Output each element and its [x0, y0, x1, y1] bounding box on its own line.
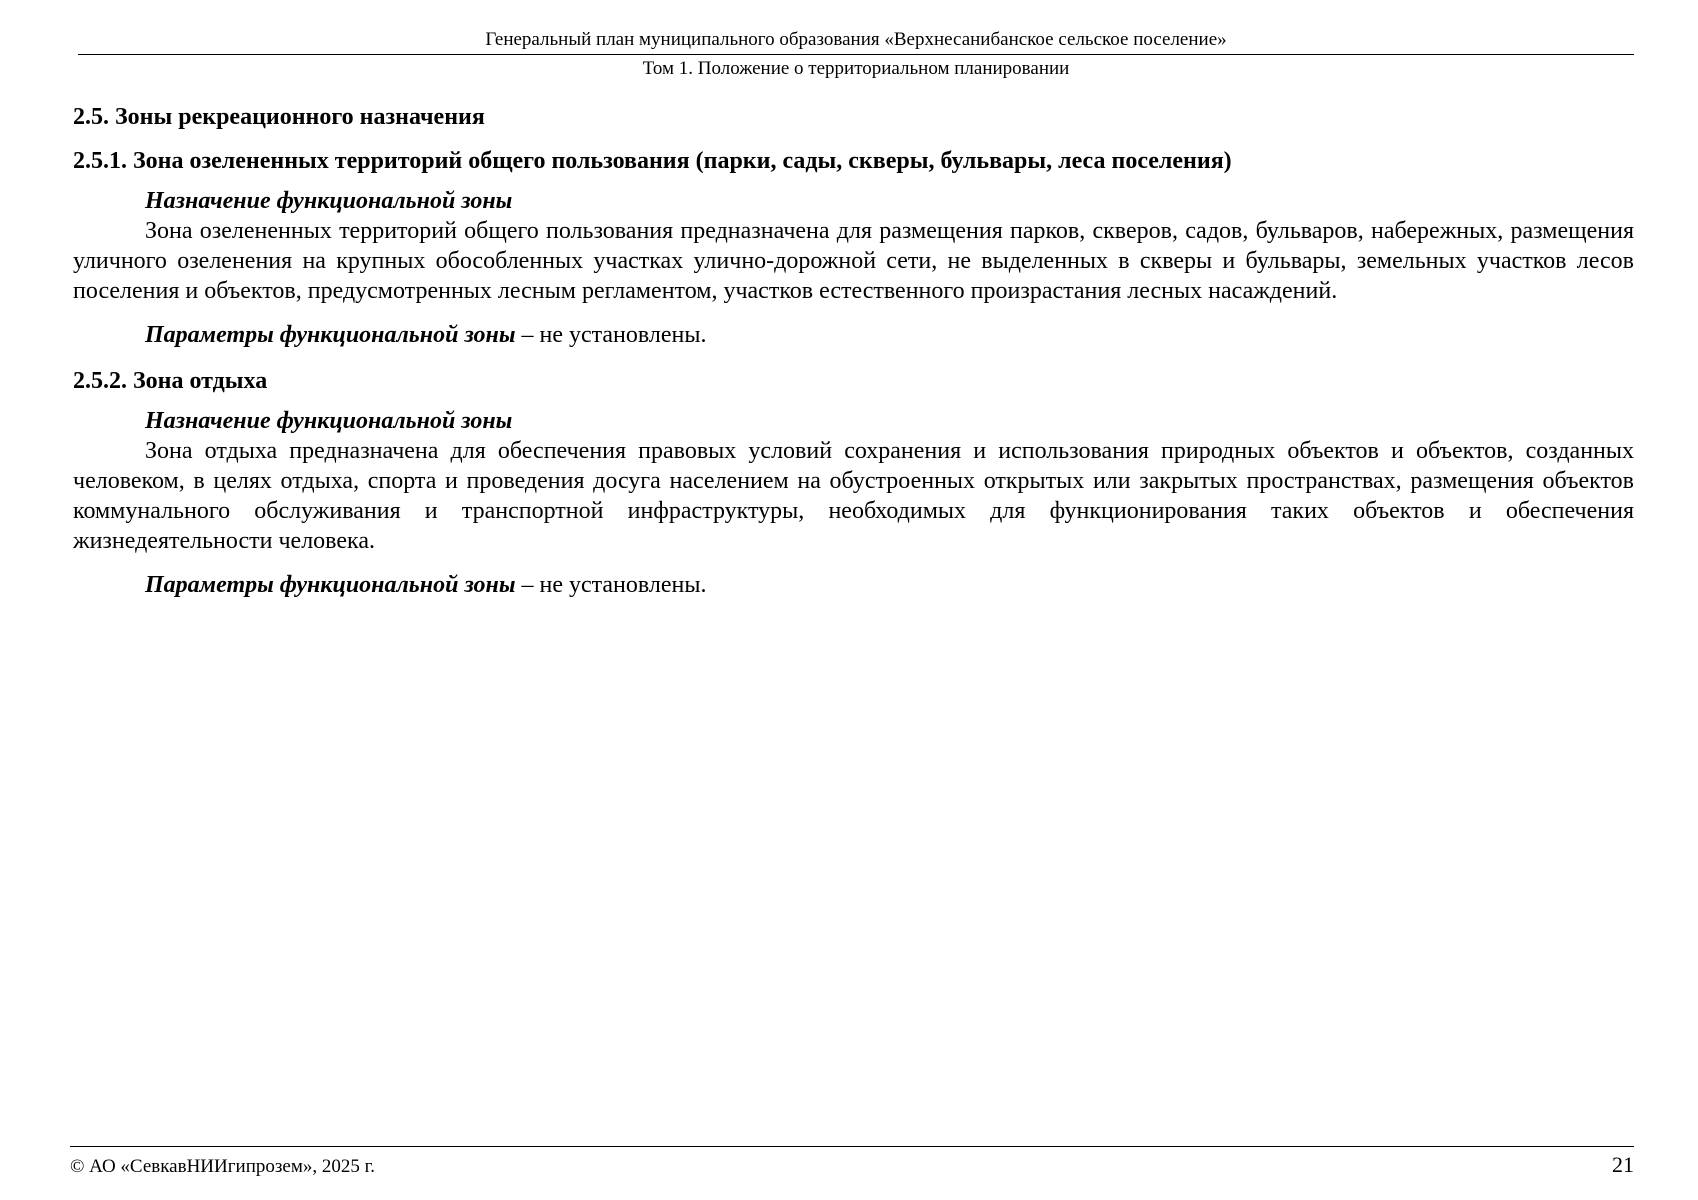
footer-row [70, 1153, 1634, 1179]
subsection-heading: 2.5.2. Зона отдыха [73, 368, 268, 394]
footer-divider [70, 1146, 1634, 1147]
page-footer [70, 1146, 1634, 1179]
purpose-label: Назначение функциональной зоны [145, 188, 513, 214]
parameters-value: – не установлены. [515, 322, 707, 348]
copyright-text: © АО «СевкавНИИгипрозем», 2025 г. [70, 1156, 375, 1177]
parameters-label: Параметры функциональной зоны [145, 572, 516, 598]
parameters-label: Параметры функциональной зоны [145, 322, 516, 348]
subsection-green-areas [73, 144, 1634, 350]
document-volume: Том 1. Положение о территориальном планировании [642, 58, 1070, 79]
parameters-value: – не установлены. [515, 572, 707, 598]
page-number: 21 [1612, 1152, 1634, 1177]
purpose-text: Зона озелененных территорий общего пользования предназначена для размещения парков, скверов, садов, бульваров, набережных, размещения уличного озеленения на крупных обособленных участках улично-дорожной сети, не выделенных в скверы и бульвары, земельных участков лесов поселения и объектов, предусмотренных лесным регламентом, участков естественного произрастания лесных насаждений. [73, 218, 1634, 304]
document-title: Генеральный план муниципального образования «Верхнесанибанское сельское поселение» [485, 29, 1227, 50]
section-heading: 2.5. Зоны рекреационного назначения [73, 104, 485, 130]
subsection-heading: 2.5.1. Зона озелененных территорий общего пользования (парки, сады, скверы, бульвары, леса поселения) [73, 148, 1232, 174]
parameters-line [73, 320, 1634, 350]
purpose-label: Назначение функциональной зоны [145, 408, 513, 434]
page-header [78, 28, 1634, 80]
purpose-text: Зона отдыха предназначена для обеспечения правовых условий сохранения и использования природных объектов и объектов, созданных человеком, в целях отдыха, спорта и проведения досуга населением на обустроенных открытых или закрытых пространствах, размещения объектов коммунального обслуживания и транспортной инфраструктуры, необходимых для функционирования таких объектов и обеспечения жизнедеятельности человека. [73, 438, 1634, 554]
header-divider [78, 54, 1634, 55]
parameters-line [73, 570, 1634, 600]
subsection-recreation-zone [73, 364, 1634, 600]
page-content [73, 100, 1634, 614]
